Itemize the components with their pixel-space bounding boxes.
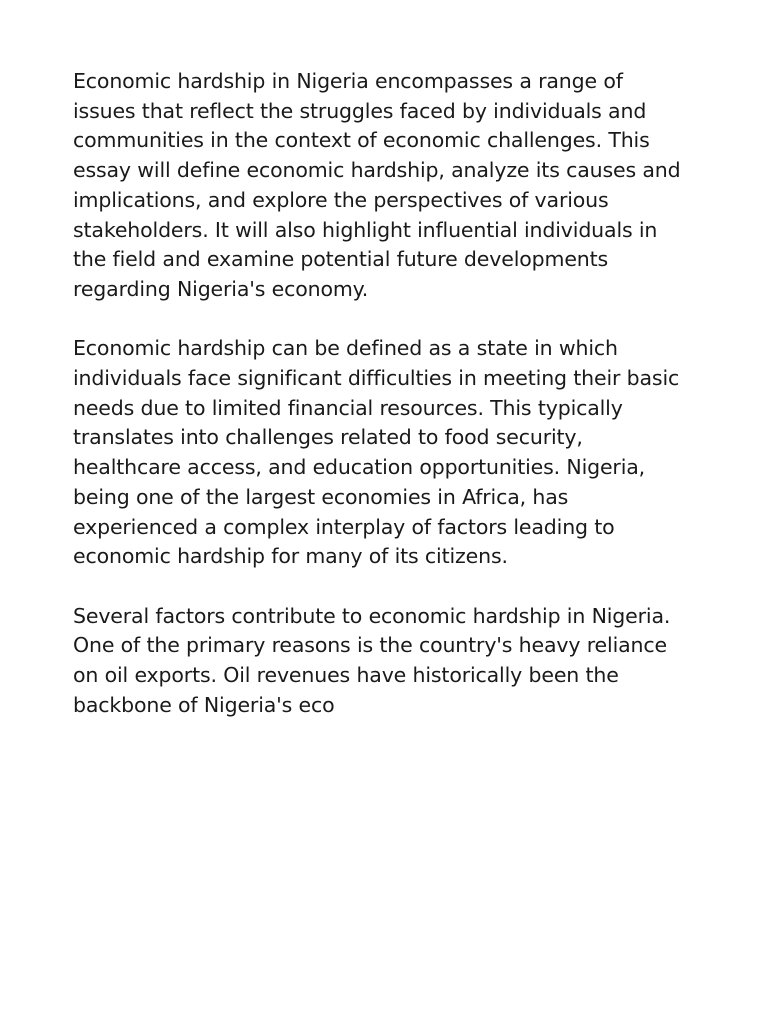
paragraph-causes: Several factors contribute to economic hardship in Nigeria. One of the primary reasons is the country's heavy reliance on oil exports. Oil revenues have historically been the backbone of Nigeria's eco bbox=[73, 603, 671, 717]
paragraph-introduction: Economic hardship in Nigeria encompasses a range of issues that reflect the struggles faced by individuals and communities in the context of economic challenges. This essay will define economic hardship, analyze its causes and implications, and explore the perspectives of various stakeholders. It will also highlight influential individuals in the field and examine potential future developments regarding Nigeria's economy. bbox=[73, 69, 681, 301]
document-body bbox=[73, 67, 713, 750]
paragraph-definition: Economic hardship can be defined as a state in which individuals face significant difficulties in meeting their basic needs due to limited financial resources. This typically translates into challenges related to food security, healthcare access, and education opportunities. Nigeria, being one of the largest economies in Africa, has experienced a complex interplay of factors leading to economic hardship for many of its citizens. bbox=[73, 336, 680, 569]
